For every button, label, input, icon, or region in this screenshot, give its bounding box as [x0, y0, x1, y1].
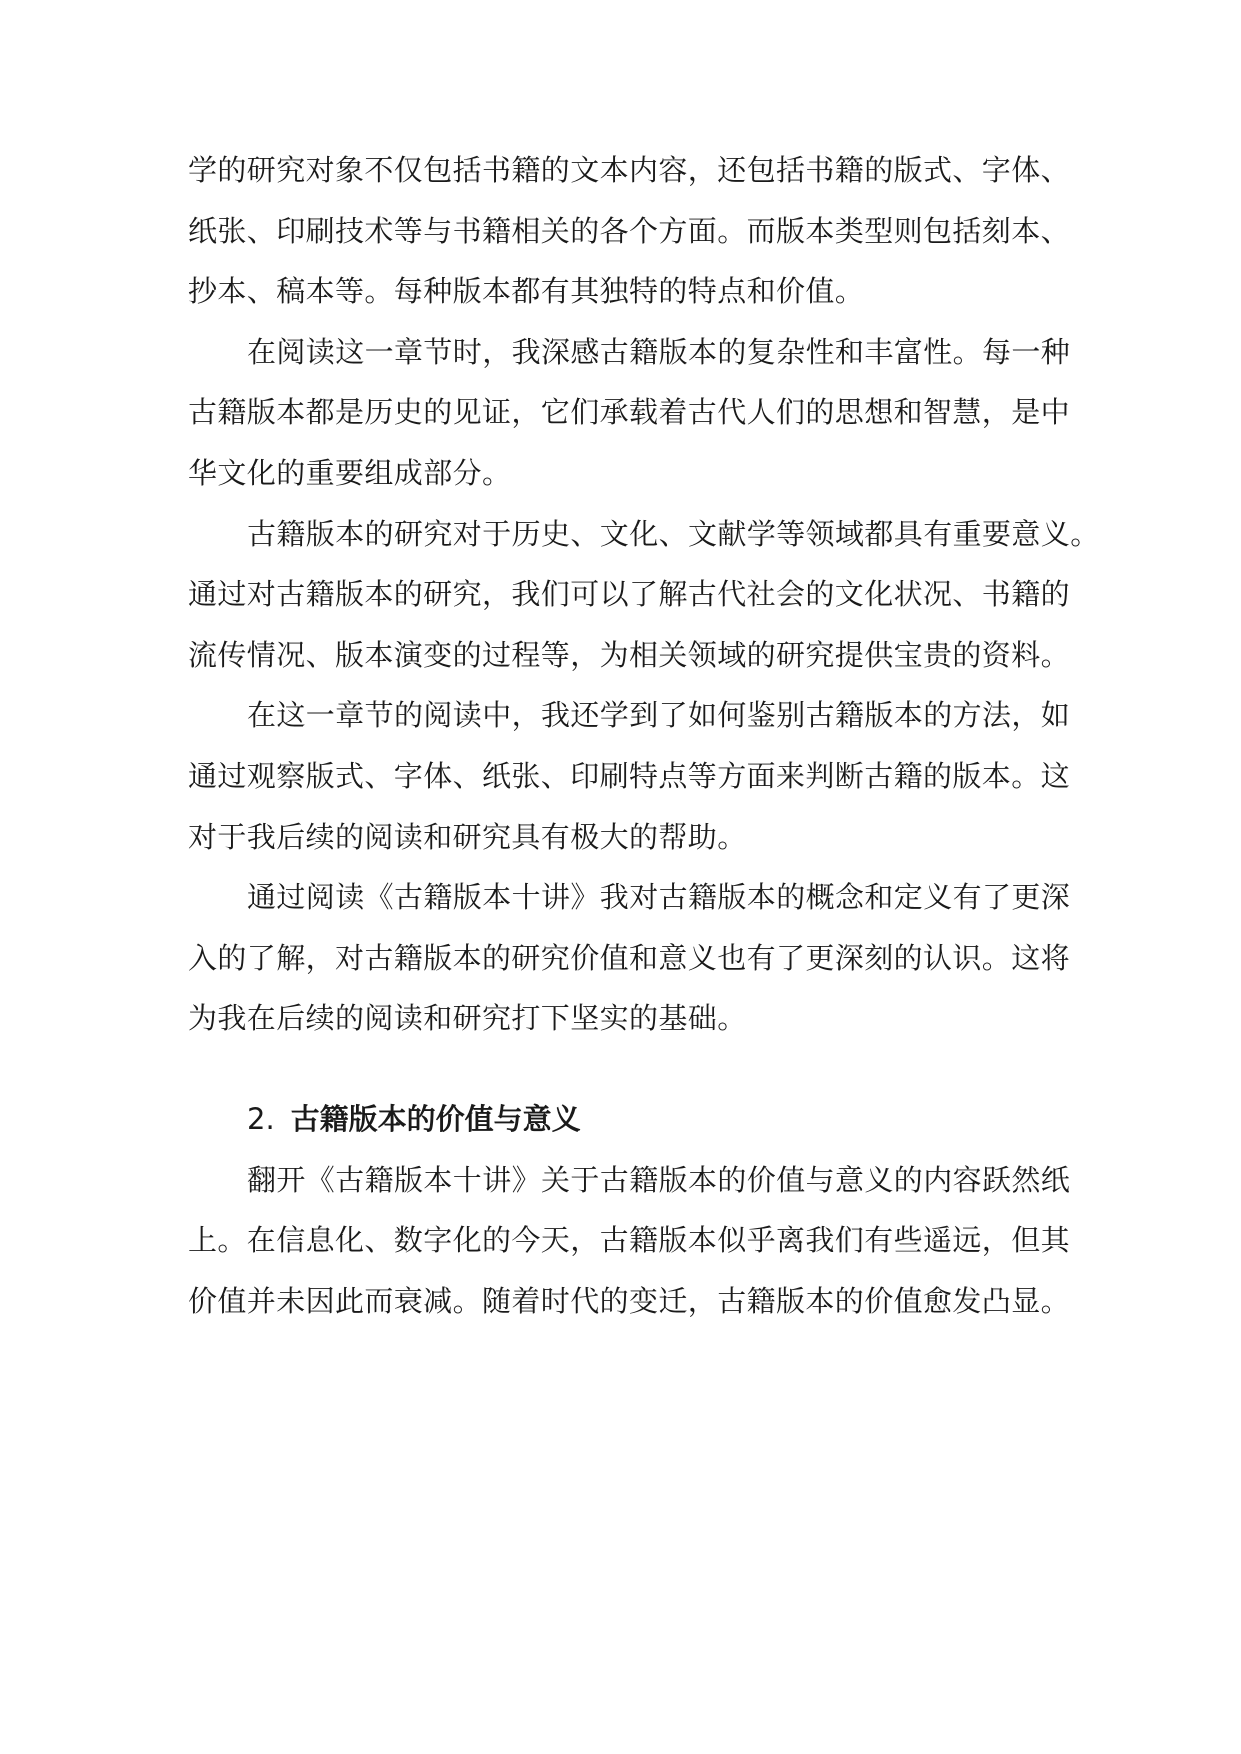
paragraph-line: 纸张、印刷技术等与书籍相关的各个方面。而版本类型则包括刻本、 — [188, 213, 1071, 248]
paragraph-line: 为我在后续的阅读和研究打下坚实的基础。 — [188, 1001, 747, 1036]
paragraph-line: 古籍版本的研究对于历史、文化、文献学等领域都具有重要意义。 — [247, 516, 1100, 551]
paragraph — [188, 504, 1100, 686]
paragraph — [188, 685, 1071, 867]
paragraph-line: 在阅读这一章节时，我深感古籍版本的复杂性和丰富性。每一种 — [247, 334, 1071, 369]
section-number: 2. — [247, 1101, 275, 1136]
paragraph-line: 华文化的重要组成部分。 — [188, 455, 512, 490]
paragraph — [188, 1150, 1071, 1332]
section-heading — [188, 1089, 1058, 1150]
paragraph-line: 上。在信息化、数字化的今天，古籍版本似乎离我们有些遥远，但其 — [188, 1223, 1071, 1258]
paragraph-line: 价值并未因此而衰减。随着时代的变迁，古籍版本的价值愈发凸显。 — [188, 1283, 1071, 1318]
paragraph-line: 通过阅读《古籍版本十讲》我对古籍版本的概念和定义有了更深 — [247, 880, 1071, 915]
paragraph-line: 抄本、稿本等。每种版本都有其独特的特点和价值。 — [188, 274, 865, 309]
section-title: 古籍版本的价值与意义 — [290, 1101, 581, 1136]
paragraph-line: 通过对古籍版本的研究，我们可以了解古代社会的文化状况、书籍的 — [188, 577, 1071, 612]
paragraph-line: 古籍版本都是历史的见证，它们承载着古代人们的思想和智慧，是中 — [188, 395, 1071, 430]
paragraph-line: 在这一章节的阅读中，我还学到了如何鉴别古籍版本的方法，如 — [247, 698, 1071, 733]
paragraph-line: 学的研究对象不仅包括书籍的文本内容，还包括书籍的版式、字体、 — [188, 153, 1071, 187]
paragraph — [188, 322, 1071, 504]
paragraph — [188, 140, 1071, 322]
paragraph — [188, 867, 1071, 1049]
paragraph-line: 通过观察版式、字体、纸张、印刷特点等方面来判断古籍的版本。这 — [188, 758, 1071, 793]
paragraph-line: 对于我后续的阅读和研究具有极大的帮助。 — [188, 819, 747, 854]
section-spacer — [188, 1049, 1058, 1089]
paragraph-line: 翻开《古籍版本十讲》关于古籍版本的价值与意义的内容跃然纸 — [247, 1162, 1071, 1197]
paragraph-line: 流传情况、版本演变的过程等，为相关领域的研究提供宝贵的资料。 — [188, 637, 1071, 672]
paragraph-line: 入的了解，对古籍版本的研究价值和意义也有了更深刻的认识。这将 — [188, 940, 1071, 975]
document-body — [188, 140, 1100, 1331]
